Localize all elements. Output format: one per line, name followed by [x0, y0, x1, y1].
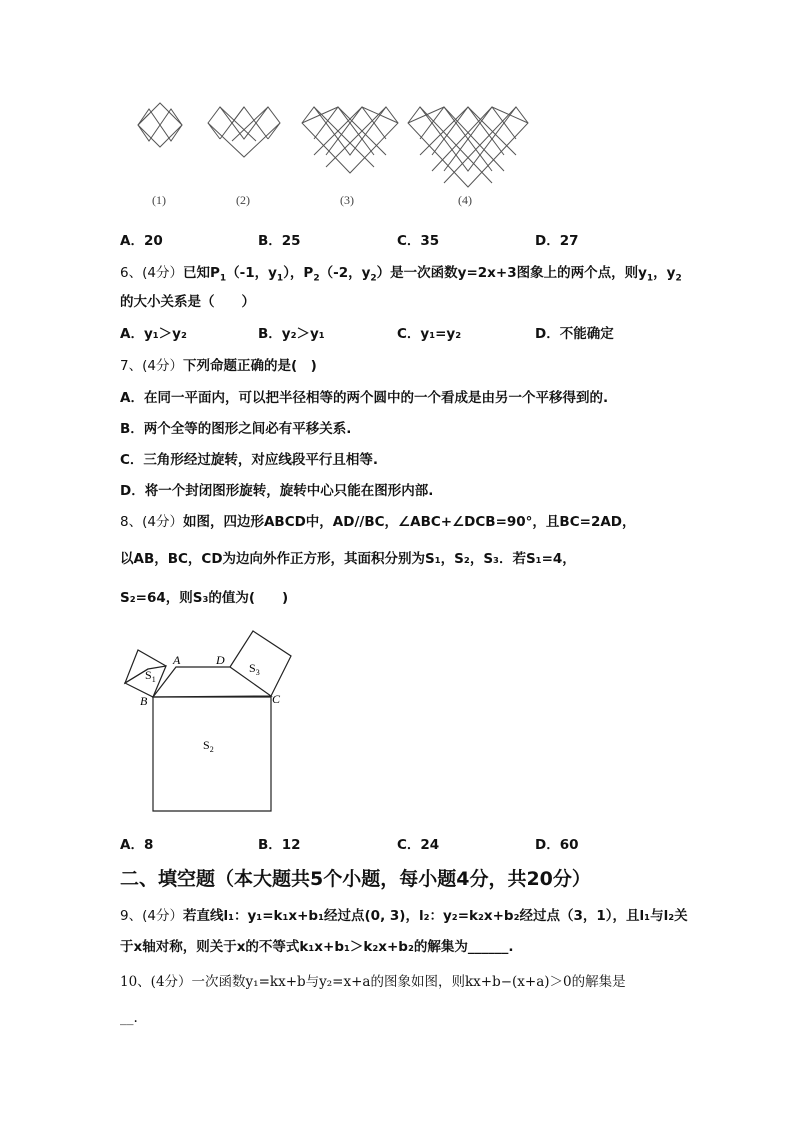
figure-label-3: (3) [340, 193, 354, 207]
q8-line-2: 以AB，BC，CD为边向外作正方形，其面积分别为S₁，S₂，S₃．若S₁=4， [120, 551, 576, 567]
q5-option-d: D．27 [535, 233, 579, 249]
q5-option-a: A．20 [120, 233, 163, 249]
q6-option-c: C．y₁=y₂ [397, 326, 462, 342]
q8-prefix: 8、(4分） [120, 514, 183, 530]
area-label-s2: $S_2$ [203, 738, 214, 754]
square-s2 [153, 697, 271, 811]
q8-option-a: A．8 [120, 837, 154, 853]
q7-stem-text: 下列命题正确的是( ) [182, 358, 317, 374]
section-2-title: 二、填空题（本大题共5个小题，每小题4分，共20分） [120, 868, 591, 890]
q7-option-a: A．在同一平面内，可以把半径相等的两个圆中的一个看成是由另一个平移得到的. [120, 390, 609, 406]
q8-option-d: D．60 [535, 837, 579, 853]
q7-option-d: D．将一个封闭图形旋转，旋转中心只能在图形内部. [120, 483, 434, 499]
q10-line-1-text: 一次函数y₁=kx+b与y₂=x+a的图象如图，则kx+b−(x+a)＞0的解集是 [191, 974, 626, 990]
figure-label-2: (2) [236, 193, 250, 207]
q7-option-b: B．两个全等的图形之间必有平移关系. [120, 421, 352, 437]
q6-line-2: 的大小关系是（ ） [120, 294, 255, 310]
q10-line-1 [120, 970, 626, 990]
area-label-s3: $S_3$ [249, 661, 260, 677]
diamond-figure-4 [408, 107, 528, 187]
q7-stem [120, 354, 317, 374]
q9-prefix: 9、(4分） [120, 908, 183, 924]
figure-label-4: (4) [458, 193, 472, 207]
q6-text-b: （-1，y [226, 265, 277, 281]
q8-option-c: C．24 [397, 837, 440, 853]
q6-option-b: B．y₂＞y₁ [258, 326, 325, 342]
q6-option-a: A．y₁＞y₂ [120, 326, 187, 342]
q6-text-a: 已知P [182, 265, 220, 281]
q9-line-2: 于x轴对称，则关于x的不等式k₁x+b₁＞k₂x+b₂的解集为______. [120, 939, 514, 955]
figure-label-1: (1) [152, 193, 166, 207]
q8-line-1 [120, 510, 636, 530]
q6-text-c: ），P [283, 265, 314, 281]
vertex-label-b: B [140, 694, 148, 708]
q6-line-1: 6、(4分）已知$P_1(-1$，$y_1$），$P_2(-2$，$y_2$）是一次函数y=2x+3图象上的两个点，则$y_1$，$y_2$ [120, 265, 682, 284]
vertex-label-d: D [216, 653, 225, 667]
q10-line-2: __. [120, 1010, 138, 1026]
q6-text-d: （-2，y [319, 265, 371, 281]
vertex-label-a: A [173, 653, 181, 667]
q6-prefix: 6、(4分） [120, 265, 183, 281]
area-label-s1: $S_1$ [145, 668, 156, 684]
q8-figure [118, 625, 308, 815]
q10-prefix: 10、(4分） [120, 974, 192, 990]
q9-line-1 [120, 904, 688, 924]
vertex-label-c: C [272, 692, 281, 706]
q8-line-1-text: 如图，四边形ABCD中，AD//BC，∠ABC+∠DCB=90°，且BC=2AD， [182, 514, 636, 530]
q6-text-f: ，y [653, 265, 676, 281]
q5-option-c: C．35 [397, 233, 440, 249]
q8-option-b: B．12 [258, 837, 301, 853]
q6-option-d: D．不能确定 [535, 326, 614, 342]
q9-line-1-text: 若直线l₁：y₁=k₁x+b₁经过点(0, 3)，l₂：y₂=k₂x+b₂经过点（3，1），且l₁与l₂关 [182, 908, 688, 924]
diamond-figure-2 [208, 107, 280, 157]
square-s3 [230, 631, 291, 696]
diamond-figure-3 [302, 107, 398, 173]
q8-line-3: S₂=64，则S₃的值为( ) [120, 590, 289, 606]
q6-text-e: ）是一次函数y=2x+3图象上的两个点，则y [376, 265, 647, 281]
q5-diamond-figures [130, 95, 530, 200]
q7-prefix: 7、(4分） [120, 358, 183, 374]
q5-option-b: B．25 [258, 233, 301, 249]
q7-option-c: C．三角形经过旋转，对应线段平行且相等. [120, 452, 379, 468]
